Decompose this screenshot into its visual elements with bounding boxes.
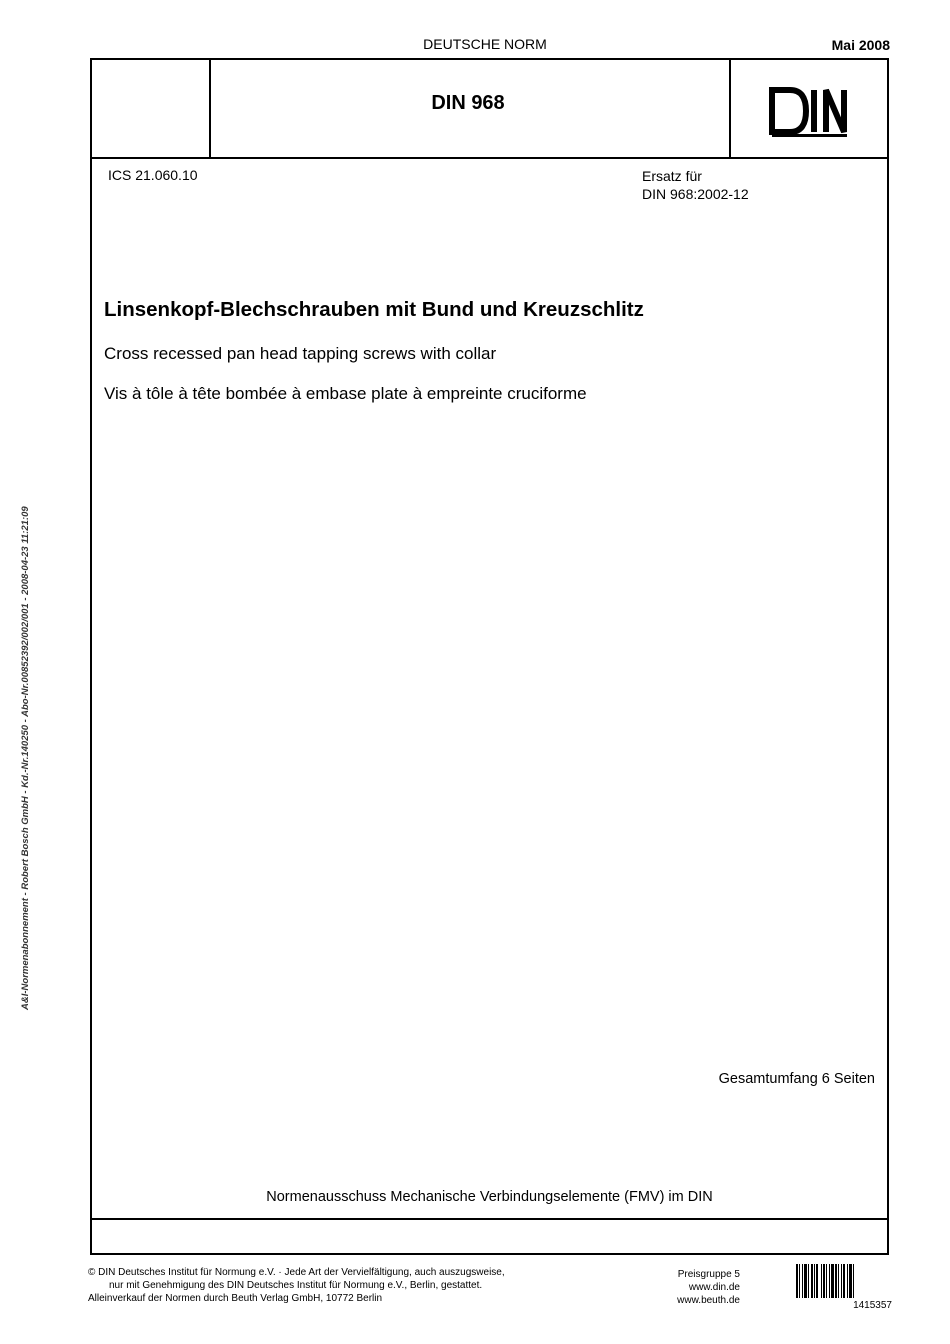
title-english: Cross recessed pan head tapping screws with collar [104, 344, 497, 363]
subscription-watermark: A&I-Normenabonnement - Robert Bosch GmbH - Kd.-Nr.140250 - Abo-Nr.00852392/002/001 - 2008-04-23 11:21:09 [20, 506, 31, 1010]
price-group: Preisgruppe 5 [677, 1269, 740, 1280]
replaces-block [642, 167, 749, 203]
header-divider [92, 157, 887, 159]
din-logo [740, 76, 870, 151]
din-logo-icon [740, 76, 870, 146]
publication-date: Mai 2008 [831, 37, 890, 53]
header-right-divider [729, 60, 731, 157]
barcode-number: 1415357 [853, 1300, 892, 1311]
replaces-value: DIN 968:2002-12 [642, 186, 749, 202]
title-french: Vis à tôle à tête bombée à embase plate à empreinte cruciforme [104, 384, 587, 403]
price-block [640, 1268, 740, 1307]
copyright-line: Alleinverkauf der Normen durch Beuth Verlag GmbH, 10772 Berlin [88, 1293, 383, 1304]
replaces-label: Ersatz für [642, 168, 702, 184]
committee-name: Normenausschuss Mechanische Verbindungselemente (FMV) im DIN [266, 1189, 713, 1205]
din-url: www.din.de [688, 1282, 740, 1293]
footer-divider [92, 1218, 887, 1220]
standard-number: DIN 968 [431, 92, 505, 114]
copyright-line: nur mit Genehmigung des DIN Deutsches Institut für Normung e.V., Berlin, gestattet. [109, 1280, 483, 1291]
title-german: Linsenkopf-Blechschrauben mit Bund und Kreuzschlitz [104, 298, 644, 321]
barcode-icon [796, 1264, 892, 1298]
barcode [796, 1264, 892, 1303]
ics-code: ICS 21.060.10 [108, 167, 198, 183]
document-type-label: DEUTSCHE NORM [423, 36, 547, 52]
total-pages: Gesamtumfang 6 Seiten [718, 1071, 875, 1087]
beuth-url: www.beuth.de [677, 1295, 740, 1306]
copyright-line: © DIN Deutsches Institut für Normung e.V. · Jede Art der Vervielfältigung, auch auszugsweise, [88, 1267, 505, 1278]
copyright-notice [88, 1266, 505, 1305]
